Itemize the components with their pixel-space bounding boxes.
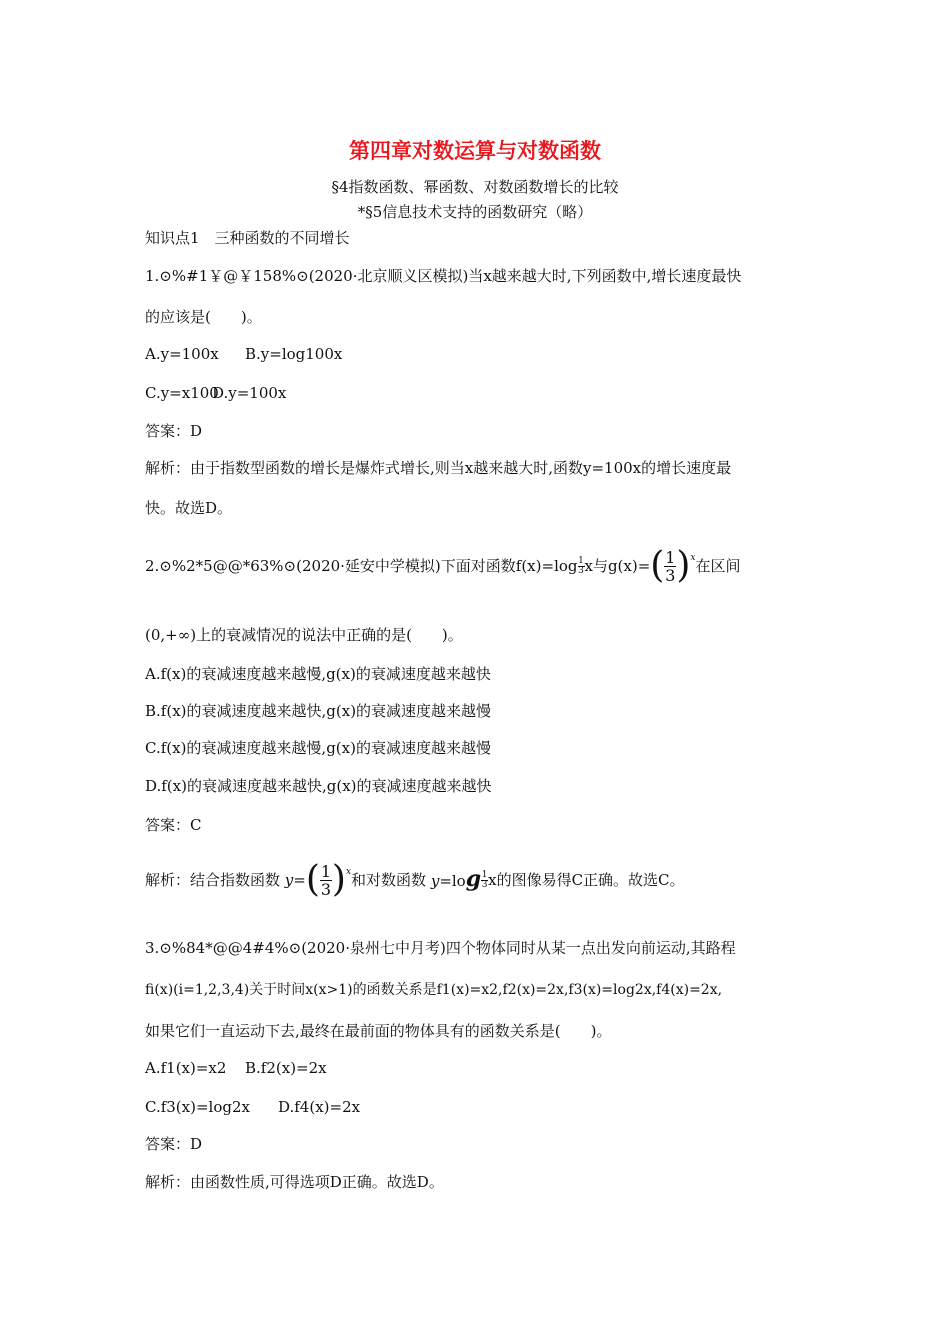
q2-analysis-fraction: ( 1 3 ) $^x$	[305, 859, 352, 900]
q2-option-a: A.f(x)的衰减速度越来越慢,g(x)的衰减速度越来越快	[145, 665, 491, 683]
q1-option-a: A.y=100x	[145, 345, 219, 363]
q3-option-a: A.f1(x)=x2	[145, 1059, 227, 1077]
q3-option-c: C.f3(x)=log2x	[145, 1098, 250, 1116]
q2-analysis-suffix: x的图像易得C正确。故选C。	[488, 871, 685, 889]
q2-option-c: C.f(x)的衰减速度越来越慢,g(x)的衰减速度越来越慢	[145, 739, 491, 757]
q3-answer: 答案：D	[145, 1135, 203, 1153]
q1-analysis-line1: 解析：由于指数型函数的增长是爆炸式增长,则当x越来越大时,函数y=100x的增长速度最	[145, 459, 732, 477]
q3-stem-line3: 如果它们一直运动下去,最终在最前面的物体具有的函数关系是( )。	[145, 1022, 612, 1040]
q3-stem-line1: 3.⊙%84*@@4#4%⊙(2020·泉州七中月考)四个物体同时从某一点出发向前运动,其路程	[145, 939, 736, 957]
q3-option-b: B.f2(x)=2x	[245, 1059, 327, 1077]
section-title: §4指数函数、幂函数、对数函数增长的比较	[331, 178, 619, 196]
q2-and-g: x与g(x)=	[584, 557, 651, 575]
q2-log-base: 1 3	[578, 555, 584, 576]
q2-stem-prefix: 2.⊙%2*5@@*63%⊙(2020·延安中学模拟)下面对函数	[145, 557, 516, 575]
q2-analysis: 解析：结合指数函数 y= ( 1 3 ) $^x$ 和对数函数 y=log 1 3 x的图像易得C正确。故选C。	[145, 859, 685, 900]
q2-analysis-mid: 和对数函数	[351, 871, 427, 889]
q3-option-d: D.f4(x)=2x	[278, 1098, 361, 1116]
q2-analysis-log-base: 1 3	[481, 869, 488, 890]
q2-stem-suffix: 在区间	[695, 557, 741, 575]
q1-option-b: B.y=log100x	[245, 345, 343, 363]
q2-option-b: B.f(x)的衰减速度越来越快,g(x)的衰减速度越来越慢	[145, 702, 492, 720]
q1-answer: 答案：D	[145, 422, 203, 440]
q1-option-c: C.y=x100	[145, 384, 219, 402]
topic-heading: 知识点1 三种函数的不同增长	[145, 229, 350, 247]
q2-fraction-one-third: ( 1 3 ) $^x$	[650, 545, 696, 586]
q1-analysis-line2: 快。故选D。	[145, 499, 233, 517]
q1-stem-line2: 的应该是( )。	[145, 308, 262, 326]
chapter-title: 第四章对数运算与对数函数	[349, 138, 601, 163]
subsection-title: *§5信息技术支持的函数研究（略）	[357, 203, 593, 221]
q2-stem-line2: (0,+∞)上的衰减情况的说法中正确的是( )。	[145, 626, 463, 644]
q1-stem-line1: 1.⊙%#1￥@￥158%⊙(2020·北京顺义区模拟)当x越来越大时,下列函数中,增长速度最快	[145, 267, 742, 285]
q2-stem-line1	[145, 545, 741, 586]
q3-stem-line2: fi(x)(i=1,2,3,4)关于时间x(x>1)的函数关系是f1(x)=x2,f2(x)=2x,f3(x)=log2x,f4(x)=2x,	[145, 982, 723, 998]
q2-f-def: f(x)=log	[515, 557, 578, 575]
q1-option-d: D.y=100x	[212, 384, 287, 402]
q2-analysis-prefix: 解析：结合指数函数	[145, 871, 281, 889]
q2-option-d: D.f(x)的衰减速度越来越快,g(x)的衰减速度越来越快	[145, 777, 492, 795]
q3-analysis: 解析：由函数性质,可得选项D正确。故选D。	[145, 1173, 444, 1191]
q2-answer: 答案：C	[145, 816, 202, 834]
